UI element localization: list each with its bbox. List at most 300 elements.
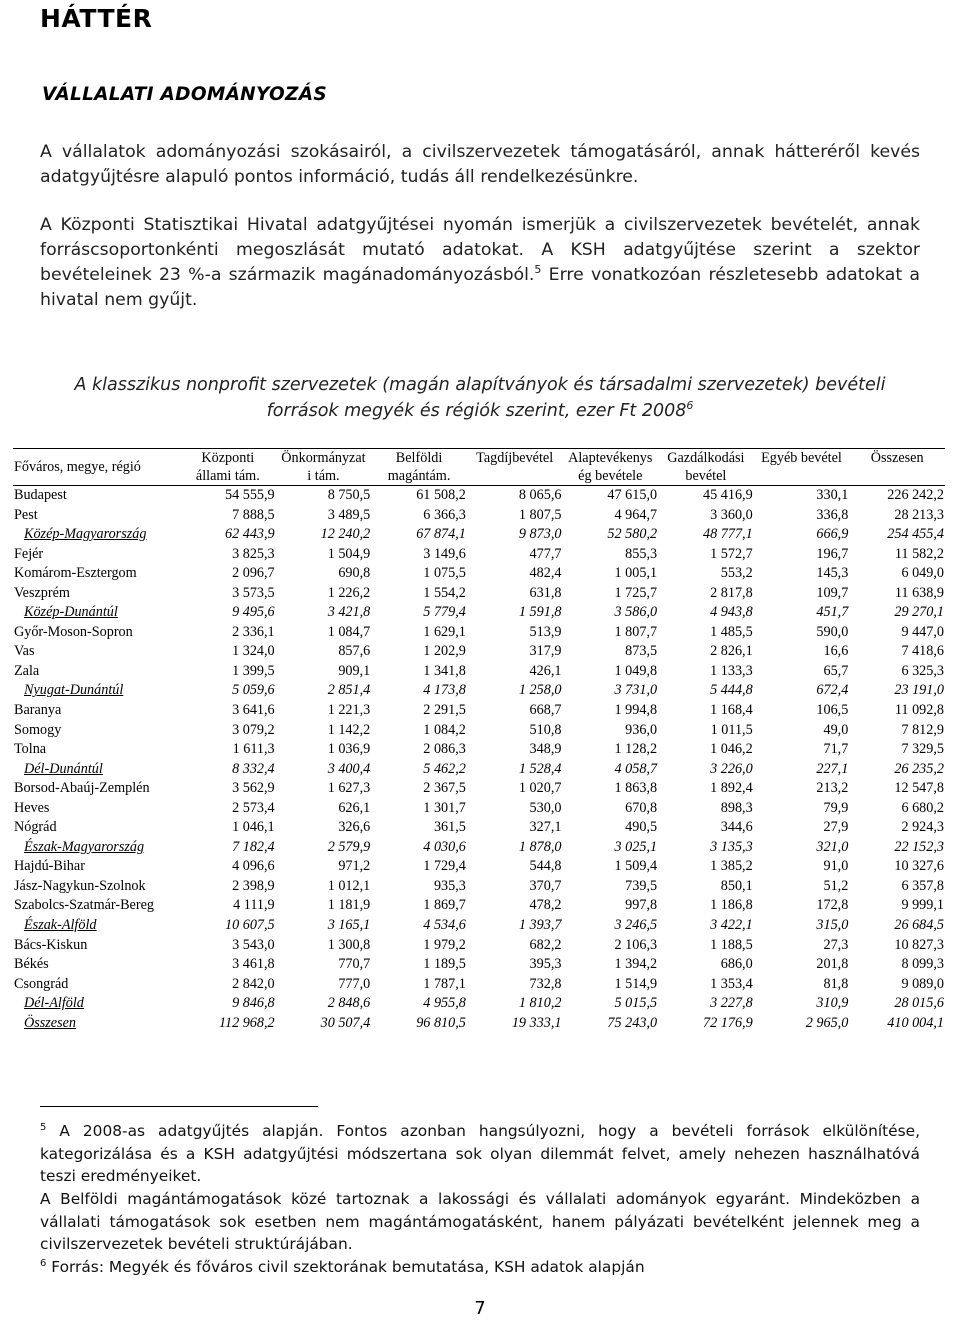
table-cell: 2 924,3 <box>901 819 944 836</box>
ksh-paragraph-tail: Erre vonatkozóan részletesebb adatokat a hivatal nem gyűjt. <box>40 265 920 310</box>
table-cell: 9 873,0 <box>518 526 562 543</box>
table-cell: 22 152,3 <box>894 838 944 855</box>
table-cell: 1 504,9 <box>327 545 371 562</box>
row-label <box>13 838 180 858</box>
table-cell: 54 555,9 <box>224 487 275 503</box>
table-cell: 8 065,6 <box>518 487 562 503</box>
table-cell: 47 615,0 <box>607 487 658 503</box>
table-cell: 3 227,8 <box>710 995 753 1012</box>
row-label: Bács-Kiskun <box>14 936 88 953</box>
table-row <box>13 975 945 995</box>
table-cell: 3 079,2 <box>232 721 275 738</box>
table-cell: 1 005,1 <box>614 565 658 582</box>
table-cell: 4 955,8 <box>423 995 466 1012</box>
column-header-line: Önkormányzat <box>281 450 366 466</box>
column-header-line: Egyéb bevétel <box>761 450 842 466</box>
column-header-line: Alaptevékenys <box>568 450 653 466</box>
table-cell: 5 015,5 <box>614 995 658 1012</box>
table-cell: 482,4 <box>529 565 562 582</box>
table-cell: 1 485,5 <box>710 623 753 640</box>
table-cell: 3 149,6 <box>423 545 466 562</box>
table-cell: 327,1 <box>529 819 562 836</box>
table-cell: 1 729,4 <box>423 858 466 875</box>
column-header-line: magántám. <box>387 468 451 484</box>
table-cell: 1 627,3 <box>327 780 371 797</box>
row-label: Jász-Nagykun-Szolnok <box>14 877 146 894</box>
table-cell: 451,7 <box>816 604 849 621</box>
table-cell: 1 591,8 <box>518 604 562 621</box>
table-cell: 553,2 <box>720 565 753 582</box>
table-row <box>13 486 945 506</box>
row-label: Csongrád <box>14 975 69 992</box>
table-cell: 3 825,3 <box>232 545 275 562</box>
column-header-line: Főváros, megye, régió <box>14 459 141 475</box>
footnote-6 <box>40 1256 920 1279</box>
table-cell: 1 168,4 <box>710 702 753 719</box>
row-label-text: Nyugat-Dunántúl <box>24 682 124 699</box>
table-cell: 1 810,2 <box>518 995 562 1012</box>
table-cell: 3 641,6 <box>232 702 275 719</box>
table-cell: 4 534,6 <box>423 917 466 934</box>
table-cell: 3 731,0 <box>614 682 658 699</box>
table-cell: 315,0 <box>816 917 849 934</box>
table-cell: 2 096,7 <box>232 565 275 582</box>
table-cell: 1 393,7 <box>518 917 562 934</box>
row-label-text: Közép-Magyarország <box>24 526 147 543</box>
table-cell: 1 020,7 <box>518 780 562 797</box>
table-cell: 1 300,8 <box>327 936 371 953</box>
table-cell: 1 787,1 <box>423 975 466 992</box>
table-cell: 530,0 <box>529 799 562 816</box>
table-cell: 8 332,4 <box>232 760 275 777</box>
table-cell: 1 036,9 <box>327 741 371 758</box>
table-cell: 670,8 <box>625 799 658 816</box>
table-cell: 27,9 <box>823 819 849 836</box>
table-cell: 666,9 <box>816 526 849 543</box>
table-row <box>13 545 945 565</box>
table-cell: 672,4 <box>816 682 849 699</box>
table-cell: 4 096,6 <box>232 858 275 875</box>
table-cell: 321,0 <box>816 838 849 855</box>
table-cell: 28 213,3 <box>894 506 944 523</box>
region-subtotal-row <box>13 994 945 1014</box>
table-cell: 4 030,6 <box>423 838 466 855</box>
footnote-6-mark: 6 <box>40 1257 47 1269</box>
table-cell: 23 191,0 <box>894 682 944 699</box>
row-label: Békés <box>14 956 49 973</box>
row-label: Komárom-Esztergom <box>14 565 137 582</box>
table-cell: 1 189,5 <box>423 956 466 973</box>
table-row <box>13 506 945 526</box>
table-cell: 1 011,5 <box>710 721 753 738</box>
region-subtotal-row <box>13 525 945 545</box>
table-cell: 1 514,9 <box>614 975 658 992</box>
table-cell: 310,9 <box>816 995 849 1012</box>
table-row <box>13 779 945 799</box>
table-cell: 2 842,0 <box>232 975 275 992</box>
column-header-line: ég bevétele <box>578 468 643 484</box>
table-cell: 196,7 <box>816 545 849 562</box>
table-caption <box>40 372 920 424</box>
footnote-6-text: Forrás: Megyék és főváros civil szektorának bemutatása, KSH adatok alapján <box>46 1258 645 1276</box>
table-cell: 3 562,9 <box>232 780 275 797</box>
table-cell: 71,7 <box>823 741 849 758</box>
table-cell: 2 579,9 <box>327 838 371 855</box>
table-cell: 1 046,2 <box>710 741 753 758</box>
table-cell: 1 807,5 <box>518 506 562 523</box>
table-cell: 11 582,2 <box>894 545 944 562</box>
table-cell: 8 750,5 <box>327 487 371 503</box>
table-cell: 6 357,8 <box>901 877 944 894</box>
table-cell: 106,5 <box>816 702 849 719</box>
table-cell: 1 188,5 <box>710 936 753 953</box>
table-cell: 1 341,8 <box>423 662 466 679</box>
table-cell: 3 360,0 <box>710 506 753 523</box>
table-cell: 1 181,9 <box>327 897 371 914</box>
table-cell: 410 004,1 <box>887 1014 944 1031</box>
subsection-heading: VÁLLALATI ADOMÁNYOZÁS <box>42 84 327 105</box>
table-cell: 626,1 <box>338 799 371 816</box>
table-cell: 971,2 <box>338 858 371 875</box>
table-cell: 2 826,1 <box>710 643 753 660</box>
table-cell: 1 221,3 <box>327 702 371 719</box>
table-cell: 72 176,9 <box>703 1014 753 1031</box>
table-cell: 1 258,0 <box>518 682 562 699</box>
table-cell: 4 111,9 <box>233 897 275 914</box>
table-cell: 96 810,5 <box>416 1014 466 1031</box>
row-label: Nógrád <box>14 819 57 836</box>
column-header <box>371 449 467 486</box>
table-cell: 8 099,3 <box>901 956 944 973</box>
table-cell: 426,1 <box>529 662 562 679</box>
table-cell: 3 543,0 <box>232 936 275 953</box>
table-row <box>13 857 945 877</box>
table-cell: 1 202,9 <box>423 643 466 660</box>
table-cell: 226 242,2 <box>887 487 944 503</box>
row-label: Hajdú-Bihar <box>14 858 85 875</box>
table-cell: 1 186,8 <box>710 897 753 914</box>
table-cell: 52 580,2 <box>607 526 658 543</box>
table-cell: 5 779,4 <box>423 604 466 621</box>
table-cell: 1 128,2 <box>614 741 658 758</box>
table-cell: 1 863,8 <box>614 780 658 797</box>
table-cell: 1 528,4 <box>518 760 562 777</box>
row-label <box>13 994 180 1014</box>
table-cell: 227,1 <box>816 760 849 777</box>
table-row <box>13 642 945 662</box>
table-cell: 3 226,0 <box>710 760 753 777</box>
table-cell: 898,3 <box>720 799 753 816</box>
table-row <box>13 623 945 643</box>
table-cell: 7 418,6 <box>901 643 944 660</box>
table-cell: 1 084,2 <box>423 721 466 738</box>
table-cell: 1 394,2 <box>614 956 658 973</box>
table-cell: 1 807,7 <box>614 623 658 640</box>
table-cell: 11 092,8 <box>894 702 944 719</box>
table-cell: 909,1 <box>338 662 371 679</box>
row-label: Győr-Moson-Sopron <box>14 623 133 640</box>
table-cell: 67 874,1 <box>416 526 466 543</box>
table-cell: 3 246,5 <box>614 917 658 934</box>
table-cell: 6 680,2 <box>901 799 944 816</box>
table-cell: 79,9 <box>823 799 849 816</box>
table-row <box>13 955 945 975</box>
table-cell: 172,8 <box>816 897 849 914</box>
table-cell: 201,8 <box>816 956 849 973</box>
row-label <box>13 603 180 623</box>
table-cell: 3 135,3 <box>710 838 753 855</box>
table-cell: 75 243,0 <box>607 1014 658 1031</box>
table-cell: 336,8 <box>816 506 849 523</box>
table-cell: 682,2 <box>529 936 562 953</box>
table-cell: 777,0 <box>338 975 371 992</box>
table-cell: 739,5 <box>625 877 658 894</box>
table-cell: 1 324,0 <box>232 643 275 660</box>
table-row <box>13 896 945 916</box>
table-cell: 62 443,9 <box>224 526 275 543</box>
region-subtotal-row <box>13 760 945 780</box>
table-cell: 2 573,4 <box>232 799 275 816</box>
table-cell: 10 327,6 <box>894 858 944 875</box>
region-subtotal-row <box>13 838 945 858</box>
row-label: Baranya <box>14 702 62 719</box>
table-cell: 91,0 <box>823 858 849 875</box>
table-cell: 2 398,9 <box>232 877 275 894</box>
ksh-paragraph-text: A Központi Statisztikai Hivatal adatgyűjtései nyomán ismerjük a civilszervezetek bevételét, annak forráscsoportonkénti megoszlását mutató adatokat. A KSH adatgyűjtése szerint a szektor bevételeinek 23 %-a származik magánadományozásból. <box>40 215 920 285</box>
column-header <box>276 449 372 486</box>
footnote-ref-6[interactable]: 6 <box>686 399 694 413</box>
table-cell: 344,6 <box>720 819 753 836</box>
table-cell: 26 684,5 <box>894 917 944 934</box>
table-cell: 4 964,7 <box>614 506 658 523</box>
footnote-ref-5[interactable]: 5 <box>534 263 542 277</box>
table-cell: 690,8 <box>338 565 371 582</box>
table-cell: 9 495,6 <box>232 604 275 621</box>
row-label <box>13 760 180 780</box>
table-cell: 213,2 <box>816 780 849 797</box>
column-header <box>562 449 658 486</box>
table-cell: 997,8 <box>625 897 658 914</box>
table-cell: 9 999,1 <box>901 897 944 914</box>
row-label-text: Összesen <box>24 1014 77 1031</box>
table-cell: 3 421,8 <box>327 604 371 621</box>
table-cell: 6 366,3 <box>423 506 466 523</box>
table-caption-text: A klasszikus nonprofit szervezetek (magán alapítványok és társadalmi szervezetek) bevételi források megyék és régiók szerint, ezer Ft 2008 <box>74 375 886 421</box>
table-cell: 395,3 <box>529 956 562 973</box>
row-label: Vas <box>14 643 35 660</box>
table-cell: 2 965,0 <box>805 1014 849 1031</box>
table-cell: 1 301,7 <box>423 799 466 816</box>
revenue-table <box>13 448 945 1033</box>
table-cell: 857,6 <box>338 643 371 660</box>
row-label <box>13 525 180 545</box>
table-cell: 2 848,6 <box>327 995 371 1012</box>
table-cell: 513,9 <box>529 623 562 640</box>
table-cell: 65,7 <box>823 662 849 679</box>
table-cell: 544,8 <box>529 858 562 875</box>
table-cell: 19 333,1 <box>511 1014 562 1031</box>
table-row <box>13 877 945 897</box>
table-cell: 2 336,1 <box>232 623 275 640</box>
table-cell: 5 059,6 <box>232 682 275 699</box>
table-cell: 1 554,2 <box>423 584 466 601</box>
region-subtotal-row <box>13 916 945 936</box>
row-label: Zala <box>14 662 40 679</box>
table-cell: 45 416,9 <box>703 487 753 503</box>
table-cell: 1 725,7 <box>614 584 658 601</box>
table-row <box>13 936 945 956</box>
section-heading: HÁTTÉR <box>40 4 153 33</box>
table-cell: 3 489,5 <box>327 506 371 523</box>
table-cell: 6 325,3 <box>901 662 944 679</box>
table-cell: 5 444,8 <box>710 682 753 699</box>
table-cell: 1 878,0 <box>518 838 562 855</box>
table-cell: 10 607,5 <box>224 917 275 934</box>
row-label: Tolna <box>14 741 47 758</box>
footnote-separator <box>40 1106 318 1107</box>
footnote-5-continued: A Belföldi magántámogatások közé tartoznak a lakossági és vállalati adományok egyaránt. Mindeközben a vállalati támogatások sok esetben nem magántámogatásként, hanem pályázati bevételként jelennek meg a civilszervezetek bevételi struktúrájában. <box>40 1190 920 1253</box>
table-cell: 1 046,1 <box>232 819 275 836</box>
table-cell: 936,0 <box>625 721 658 738</box>
table-cell: 873,5 <box>625 643 658 660</box>
row-label: Borsod-Abaúj-Zemplén <box>14 780 150 797</box>
table-cell: 1 611,3 <box>232 741 275 758</box>
column-header-line: Belföldi <box>395 450 443 466</box>
table-cell: 48 777,1 <box>703 526 753 543</box>
table-cell: 1 869,7 <box>423 897 466 914</box>
table-row <box>13 818 945 838</box>
region-subtotal-row <box>13 1014 945 1034</box>
table-cell: 1 892,4 <box>710 780 753 797</box>
table-body <box>13 486 945 1034</box>
table-cell: 631,8 <box>529 584 562 601</box>
table-cell: 29 270,1 <box>894 604 944 621</box>
table-cell: 9 447,0 <box>901 623 944 640</box>
table-cell: 7 182,4 <box>232 838 275 855</box>
table-cell: 3 573,5 <box>232 584 275 601</box>
row-label <box>13 916 180 936</box>
ksh-paragraph <box>40 213 920 313</box>
table-cell: 27,3 <box>823 936 849 953</box>
table-cell: 2 817,8 <box>710 584 753 601</box>
table-cell: 7 329,5 <box>901 741 944 758</box>
table-cell: 1 084,7 <box>327 623 371 640</box>
row-label: Somogy <box>14 721 62 738</box>
table-cell: 7 888,5 <box>232 506 275 523</box>
table-cell: 668,7 <box>529 702 562 719</box>
table-cell: 3 422,1 <box>710 917 753 934</box>
table-cell: 477,7 <box>529 545 562 562</box>
column-header <box>467 449 563 486</box>
footnote-5-mark: 5 <box>40 1121 47 1133</box>
table-cell: 109,7 <box>816 584 849 601</box>
row-label: Veszprém <box>14 584 70 601</box>
table-cell: 1 049,8 <box>614 662 658 679</box>
table-cell: 4 943,8 <box>710 604 753 621</box>
table-cell: 9 846,8 <box>232 995 275 1012</box>
table-cell: 12 547,8 <box>894 780 944 797</box>
table-cell: 490,5 <box>625 819 658 836</box>
column-header-region <box>13 449 180 486</box>
table-row <box>13 564 945 584</box>
row-label: Fejér <box>14 545 44 562</box>
column-header <box>754 449 850 486</box>
column-header-line: Központi <box>201 450 255 466</box>
table-cell: 1 994,8 <box>614 702 658 719</box>
revenue-table-wrapper <box>13 448 945 1033</box>
table-cell: 317,9 <box>529 643 562 660</box>
table-cell: 81,8 <box>823 975 849 992</box>
table-cell: 855,3 <box>625 545 658 562</box>
table-cell: 510,8 <box>529 721 562 738</box>
column-header <box>658 449 754 486</box>
table-cell: 1 399,5 <box>232 662 275 679</box>
table-cell: 9 089,0 <box>901 975 944 992</box>
table-cell: 30 507,4 <box>320 1014 371 1031</box>
table-cell: 361,5 <box>433 819 466 836</box>
table-cell: 326,6 <box>338 819 371 836</box>
table-cell: 6 049,0 <box>901 565 944 582</box>
region-subtotal-row <box>13 681 945 701</box>
row-label: Szabolcs-Szatmár-Bereg <box>14 897 154 914</box>
column-header-line: i tám. <box>307 468 340 484</box>
table-cell: 935,3 <box>433 877 466 894</box>
table-header-row <box>13 449 945 486</box>
table-cell: 1 133,3 <box>710 662 753 679</box>
table-cell: 51,2 <box>823 877 849 894</box>
table-cell: 3 165,1 <box>327 917 371 934</box>
table-cell: 478,2 <box>529 897 562 914</box>
table-cell: 61 508,2 <box>416 487 466 503</box>
table-cell: 1 142,2 <box>327 721 371 738</box>
column-header <box>849 449 945 486</box>
row-label-text: Észak-Magyarország <box>24 838 145 855</box>
table-cell: 1 572,7 <box>710 545 753 562</box>
table-cell: 3 461,8 <box>232 956 275 973</box>
footnote-5-text: A 2008-as adatgyűjtés alapján. Fontos azonban hangsúlyozni, hogy a bevételi források elkülönítése, kategorizálása és a KSH adatgyűjtési módszertana sok olyan dilemmát felvet, amely nehezen használhatóvá teszi eredményeiket. <box>40 1122 920 1185</box>
column-header-line: Tagdíjbevétel <box>476 450 554 466</box>
table-cell: 2 291,5 <box>423 702 466 719</box>
table-cell: 112 968,2 <box>218 1014 275 1031</box>
row-label: Budapest <box>14 487 67 503</box>
column-header-line: állami tám. <box>195 468 260 484</box>
row-label: Heves <box>14 799 50 816</box>
table-cell: 770,7 <box>338 956 371 973</box>
row-label: Pest <box>14 506 38 523</box>
row-label-text: Észak-Alföld <box>24 917 97 934</box>
row-label <box>13 681 180 701</box>
table-row <box>13 799 945 819</box>
table-cell: 1 629,1 <box>423 623 466 640</box>
table-cell: 7 812,9 <box>901 721 944 738</box>
table-cell: 16,6 <box>823 643 849 660</box>
table-cell: 2 106,3 <box>614 936 658 953</box>
row-label-text: Dél-Alföld <box>24 995 84 1012</box>
table-cell: 370,7 <box>529 877 562 894</box>
table-cell: 1 353,4 <box>710 975 753 992</box>
table-cell: 2 086,3 <box>423 741 466 758</box>
table-cell: 12 240,2 <box>320 526 371 543</box>
table-cell: 1 075,5 <box>423 565 466 582</box>
table-cell: 5 462,2 <box>423 760 466 777</box>
intro-paragraph: A vállalatok adományozási szokásairól, a civilszervezetek támogatásáról, annak hátteréről kevés adatgyűjtésre alapuló pontos információ, tudás áll rendelkezésünkre. <box>40 142 920 187</box>
table-cell: 1 012,1 <box>327 877 371 894</box>
row-label <box>13 1014 180 1034</box>
footnote-5 <box>40 1120 920 1188</box>
table-cell: 3 586,0 <box>614 604 658 621</box>
table-cell: 3 400,4 <box>327 760 371 777</box>
table-cell: 348,9 <box>529 741 562 758</box>
